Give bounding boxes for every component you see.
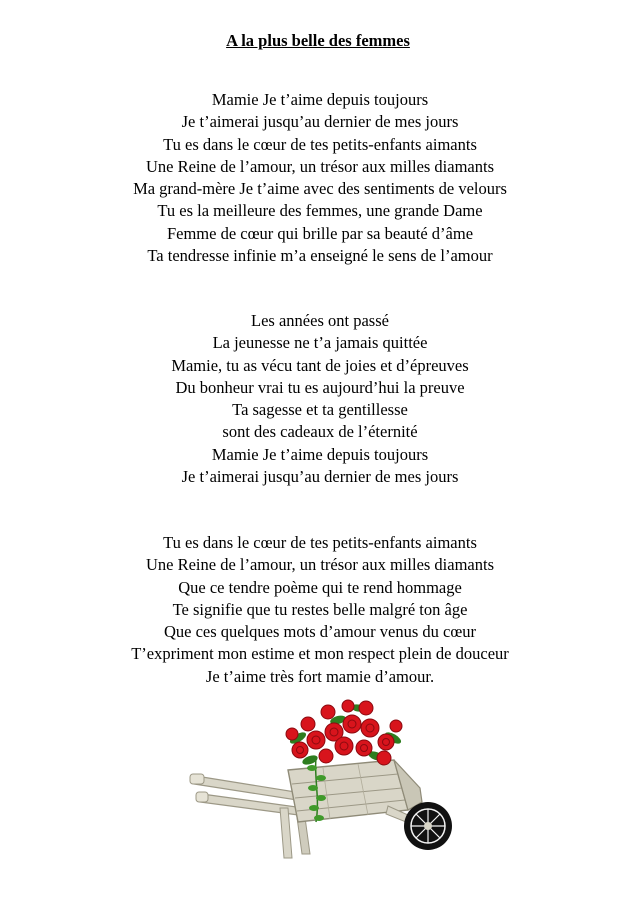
poem-line: Tu es dans le cœur de tes petits-enfants aimants — [163, 533, 477, 552]
poem-stanza-1 — [0, 89, 636, 267]
poem-line: Je t’aimerai jusqu’au dernier de mes jours — [181, 467, 459, 487]
poem-line: Mamie, tu as vécu tant de joies et d’épreuves — [171, 355, 469, 375]
wheelbarrow-of-roses-icon — [188, 698, 458, 863]
poem-line: Femme de cœur qui brille par sa beauté d’âme — [166, 223, 474, 243]
poem-line: Ma grand-mère Je t’aime avec des sentiments de velours — [133, 179, 507, 199]
poem-line: sont des cadeaux de l’éternité — [222, 422, 418, 442]
poem-line: Mamie Je t’aime depuis toujours — [211, 90, 429, 109]
poem-line: Que ces quelques mots d’amour venus du cœur — [163, 622, 477, 642]
poem-line: Ta tendresse infinie m’a enseigné le sens de l’amour — [147, 246, 493, 266]
wheelbarrow-wheel — [404, 802, 452, 850]
poem-line: Une Reine de l’amour, un trésor aux milles diamants — [145, 555, 495, 575]
poem-line: Tu es dans le cœur de tes petits-enfants aimants — [163, 134, 477, 154]
poem-line: Je t’aimerai jusqu’au dernier de mes jours — [181, 112, 459, 132]
poem-line: Tu es la meilleure des femmes, une grande Dame — [157, 201, 483, 221]
poem-line: Mamie Je t’aime depuis toujours — [211, 444, 429, 464]
poem-line: Les années ont passé — [251, 311, 389, 330]
poem-line: La jeunesse ne t’a jamais quittée — [212, 333, 428, 353]
poem-line: Une Reine de l’amour, un trésor aux milles diamants — [145, 156, 495, 176]
poem-line: Te signifie que tu restes belle malgré ton âge — [172, 599, 468, 619]
poem-title: A la plus belle des femmes — [226, 31, 410, 50]
poem-line: T’expriment mon estime et mon respect plein de douceur — [131, 644, 509, 664]
poem-line: Que ce tendre poème qui te rend hommage — [178, 577, 462, 597]
poem-line: Ta sagesse et ta gentillesse — [232, 400, 408, 420]
poem-line: Du bonheur vrai tu es aujourd’hui la preuve — [175, 377, 465, 397]
poem-stanza-3 — [0, 532, 636, 688]
poem-stanza-2 — [0, 310, 636, 488]
poem-line: Je t’aime très fort mamie d’amour. — [205, 666, 435, 686]
